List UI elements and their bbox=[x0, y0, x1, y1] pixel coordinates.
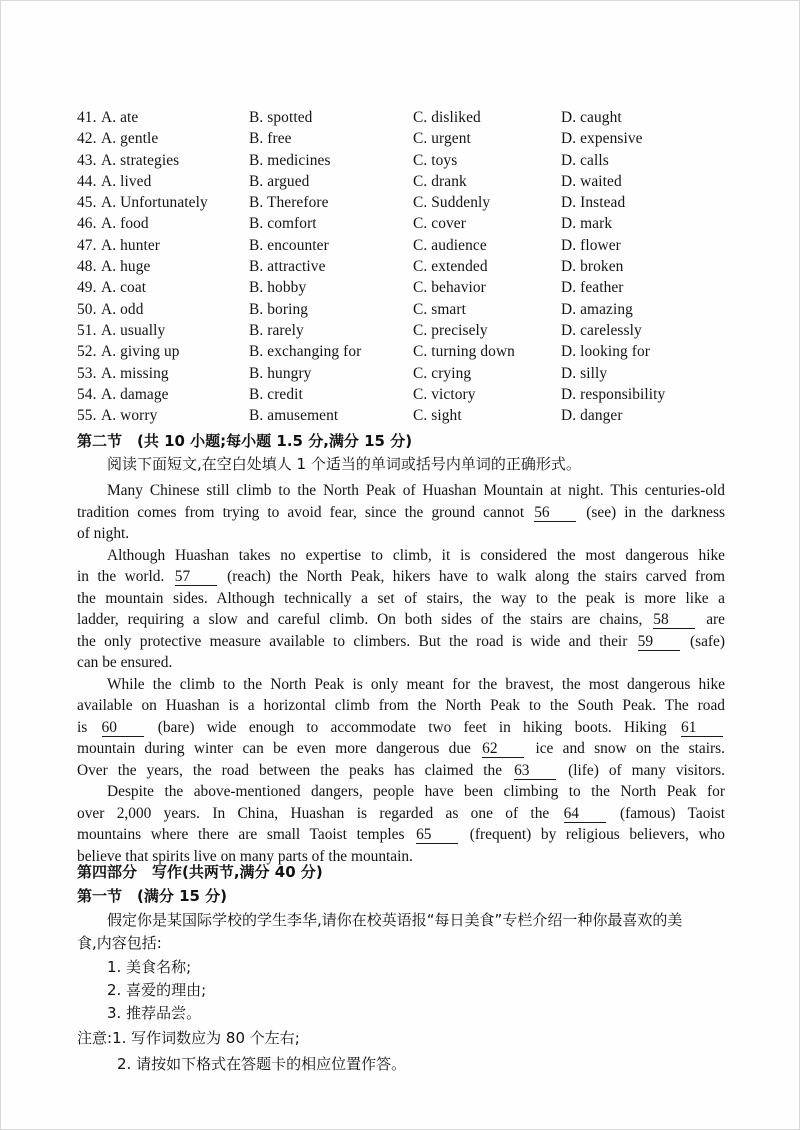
option-c-text[interactable]: C. sight bbox=[413, 407, 462, 425]
option-d-text[interactable]: D. caught bbox=[561, 109, 622, 126]
writing-bullet-2: 2. 喜爱的理由; bbox=[107, 981, 207, 999]
option-d-text[interactable]: D. expensive bbox=[561, 130, 643, 148]
option-a: 53. bbox=[77, 364, 97, 382]
option-a-text[interactable]: A. worry bbox=[101, 407, 158, 425]
passage-line: the only protective measure available to climbers. But the road is wide and their 59 (safe) bbox=[77, 632, 725, 650]
option-c-text[interactable]: C. audience bbox=[413, 236, 487, 254]
option-a: 50. bbox=[77, 300, 97, 318]
writing-prompt-line-1: 假定你是某国际学校的学生李华,请你在校英语报“每日美食”专栏介绍一种你最喜欢的美 bbox=[107, 911, 683, 929]
option-a-text[interactable]: A. Unfortunately bbox=[101, 194, 208, 212]
writing-prompt-line-2: 食,内容包括: bbox=[77, 934, 162, 952]
passage-line: available on Huashan is a horizontal climb from the North Peak to the South Peak. The road bbox=[77, 697, 725, 714]
option-c-text[interactable]: C. extended bbox=[413, 258, 488, 276]
passage-line: Many Chinese still climb to the North Peak of Huashan Mountain at night. This centuries-old bbox=[107, 482, 725, 499]
table-row bbox=[77, 320, 777, 341]
option-b-text[interactable]: B. amusement bbox=[249, 407, 339, 425]
option-d-text[interactable]: D. danger bbox=[561, 407, 623, 425]
part-four-section-one-heading: 第一节 (满分 15 分) bbox=[77, 887, 228, 905]
option-b-text[interactable]: B. hungry bbox=[249, 364, 312, 382]
option-b-text[interactable]: B. boring bbox=[249, 300, 309, 318]
option-a-text[interactable]: A. lived bbox=[101, 172, 152, 190]
option-a: 49. bbox=[77, 279, 97, 297]
passage-line: the mountain sides. Although technically a set of stairs, the way to the peak is more like a bbox=[77, 589, 725, 607]
passage-line: in the world. 57 (reach) the North Peak, hikers have to walk along the stairs carved from bbox=[77, 568, 725, 585]
option-b-text[interactable]: B. comfort bbox=[249, 215, 317, 233]
option-a: 46. bbox=[77, 215, 97, 233]
option-c-text[interactable]: C. victory bbox=[413, 385, 476, 403]
option-c-text[interactable]: C. turning down bbox=[413, 343, 515, 361]
table-row bbox=[77, 150, 777, 171]
option-d-text[interactable]: D. silly bbox=[561, 364, 608, 382]
option-a-text[interactable]: A. food bbox=[101, 215, 149, 233]
option-c-text[interactable]: C. disliked bbox=[413, 109, 481, 126]
cloze-options-block bbox=[77, 107, 777, 426]
option-a-text[interactable]: A. coat bbox=[101, 279, 147, 297]
option-d-text[interactable]: D. responsibility bbox=[561, 385, 666, 403]
option-b-text[interactable]: B. Therefore bbox=[249, 194, 329, 212]
option-d-text[interactable]: D. calls bbox=[561, 151, 609, 169]
option-a: 44. bbox=[77, 172, 97, 190]
passage-line: of night. bbox=[77, 525, 130, 542]
blank-56[interactable]: 56 bbox=[534, 504, 576, 522]
section-two-heading: 第二节 (共 10 小题;每小题 1.5 分,满分 15 分) bbox=[77, 432, 413, 450]
writing-bullet-1: 1. 美食名称; bbox=[107, 958, 192, 976]
table-row bbox=[77, 256, 777, 277]
passage-line: can be ensured. bbox=[77, 654, 173, 671]
passage-line: tradition comes from trying to avoid fear, since the ground cannot 56 (see) in the darkness bbox=[77, 503, 725, 521]
table-row bbox=[77, 171, 777, 192]
option-a: 52. bbox=[77, 343, 97, 361]
option-a-text[interactable]: A. missing bbox=[101, 364, 169, 382]
passage-line: While the climb to the North Peak is only meant for the bravest, the most dangerous hike bbox=[107, 675, 725, 693]
passage-line: Although Huashan takes no expertise to climb, it is considered the most dangerous hike bbox=[107, 546, 725, 564]
writing-bullet-3: 3. 推荐品尝。 bbox=[107, 1004, 202, 1022]
option-b-text[interactable]: B. attractive bbox=[249, 258, 326, 276]
option-b-text[interactable]: B. argued bbox=[249, 172, 310, 190]
blank-58[interactable]: 58 bbox=[653, 611, 695, 629]
option-c-text[interactable]: C. behavior bbox=[413, 279, 486, 297]
passage-line: Despite the above-mentioned dangers, people have been climbing to the North Peak for bbox=[107, 783, 725, 800]
passage-line: ladder, requiring a slow and careful climb. On both sides of the stairs are chains, 58 are bbox=[77, 611, 725, 628]
table-row bbox=[77, 192, 777, 213]
option-c-text[interactable]: C. toys bbox=[413, 151, 458, 169]
option-b-text[interactable]: B. free bbox=[249, 130, 292, 148]
passage-line: over 2,000 years. In China, Huashan is regarded as one of the 64 (famous) Taoist bbox=[77, 804, 725, 822]
option-c-text[interactable]: C. drank bbox=[413, 172, 467, 190]
option-a-text[interactable]: A. usually bbox=[101, 321, 166, 339]
option-a: 47. bbox=[77, 236, 97, 254]
table-row bbox=[77, 341, 777, 362]
table-row bbox=[77, 128, 777, 149]
passage-line: Over the years, the road between the peaks has claimed the 63 (life) of many visitors. bbox=[77, 761, 725, 779]
option-c-text[interactable]: C. precisely bbox=[413, 321, 488, 339]
writing-notes-line-2: 2. 请按如下格式在答题卡的相应位置作答。 bbox=[117, 1055, 407, 1073]
option-d-text[interactable]: D. feather bbox=[561, 279, 624, 297]
writing-notes-line-1 bbox=[77, 1027, 300, 1048]
option-d-text[interactable]: D. broken bbox=[561, 258, 624, 276]
option-d-text[interactable]: D. waited bbox=[561, 172, 622, 190]
passage-line: mountain during winter can be even more dangerous due 62 ice and snow on the stairs. bbox=[77, 740, 725, 757]
option-a: 48. bbox=[77, 258, 97, 276]
table-row bbox=[77, 277, 777, 298]
option-d-text[interactable]: D. Instead bbox=[561, 194, 626, 212]
option-d-text[interactable]: D. amazing bbox=[561, 300, 633, 318]
section-two-instruction: 阅读下面短文,在空白处填人 1 个适当的单词或括号内单词的正确形式。 bbox=[107, 455, 581, 473]
option-a-text[interactable]: A. giving up bbox=[101, 343, 180, 361]
option-b-text[interactable]: B. encounter bbox=[249, 236, 329, 254]
option-d-text[interactable]: D. flower bbox=[561, 236, 621, 254]
passage-line: is 60 (bare) wide enough to accommodate two feet in hiking boots. Hiking 61 bbox=[77, 717, 725, 739]
table-row bbox=[77, 235, 777, 256]
passage-line: believe that spirits live on many parts of the mountain. bbox=[77, 847, 413, 865]
option-d-text[interactable]: D. looking for bbox=[561, 343, 651, 361]
table-row bbox=[77, 363, 777, 384]
table-row bbox=[77, 405, 777, 426]
option-a-text[interactable]: A. hunter bbox=[101, 236, 161, 254]
table-row bbox=[77, 384, 777, 405]
option-b-text[interactable]: B. medicines bbox=[249, 151, 331, 169]
notes-text-1: 1. 写作词数应为 80 个左右; bbox=[112, 1029, 300, 1047]
option-d-text[interactable]: D. carelessly bbox=[561, 321, 642, 339]
blank-57[interactable]: 57 bbox=[175, 568, 217, 586]
blank-64[interactable]: 64 bbox=[564, 805, 606, 823]
option-a: 55. bbox=[77, 407, 97, 425]
option-a: 51. bbox=[77, 321, 97, 339]
blank-59[interactable]: 59 bbox=[638, 633, 680, 651]
notes-label: 注意: bbox=[77, 1029, 113, 1047]
option-a-text[interactable]: A. gentle bbox=[101, 130, 159, 148]
option-a-text[interactable]: A. odd bbox=[101, 300, 144, 318]
blank-65[interactable]: 65 bbox=[416, 826, 458, 844]
option-b-text[interactable]: B. spotted bbox=[249, 109, 313, 126]
option-b-text[interactable]: B. exchanging for bbox=[249, 343, 362, 361]
option-a-text[interactable]: A. huge bbox=[101, 258, 151, 276]
option-a: 54. bbox=[77, 385, 97, 403]
option-a: 45. bbox=[77, 194, 97, 212]
table-row bbox=[77, 299, 777, 320]
option-d-text[interactable]: D. mark bbox=[561, 215, 613, 233]
option-c-text[interactable]: C. crying bbox=[413, 364, 472, 382]
blank-63[interactable]: 63 bbox=[514, 762, 556, 780]
option-c-text[interactable]: C. cover bbox=[413, 215, 466, 233]
passage-line: mountains where there are small Taoist temples 65 (frequent) by religious believers, who bbox=[77, 826, 725, 843]
option-c-text[interactable]: C. smart bbox=[413, 300, 466, 318]
option-a: 41. bbox=[77, 109, 97, 126]
blank-61[interactable]: 61 bbox=[681, 719, 723, 737]
option-b-text[interactable]: B. credit bbox=[249, 385, 303, 403]
blank-60[interactable]: 60 bbox=[102, 719, 144, 737]
option-c-text[interactable]: C. urgent bbox=[413, 130, 471, 148]
option-a-text[interactable]: A. strategies bbox=[101, 151, 180, 169]
option-c-text[interactable]: C. Suddenly bbox=[413, 194, 491, 212]
option-a: 42. bbox=[77, 130, 97, 148]
option-a-text[interactable]: A. damage bbox=[101, 385, 169, 403]
option-a-text[interactable]: A. ate bbox=[101, 109, 139, 126]
option-b-text[interactable]: B. hobby bbox=[249, 279, 307, 297]
part-four-heading: 第四部分 写作(共两节,满分 40 分) bbox=[77, 863, 323, 881]
table-row bbox=[77, 107, 777, 128]
blank-62[interactable]: 62 bbox=[482, 740, 524, 758]
option-b-text[interactable]: B. rarely bbox=[249, 321, 304, 339]
table-row bbox=[77, 213, 777, 234]
option-a: 43. bbox=[77, 151, 97, 169]
